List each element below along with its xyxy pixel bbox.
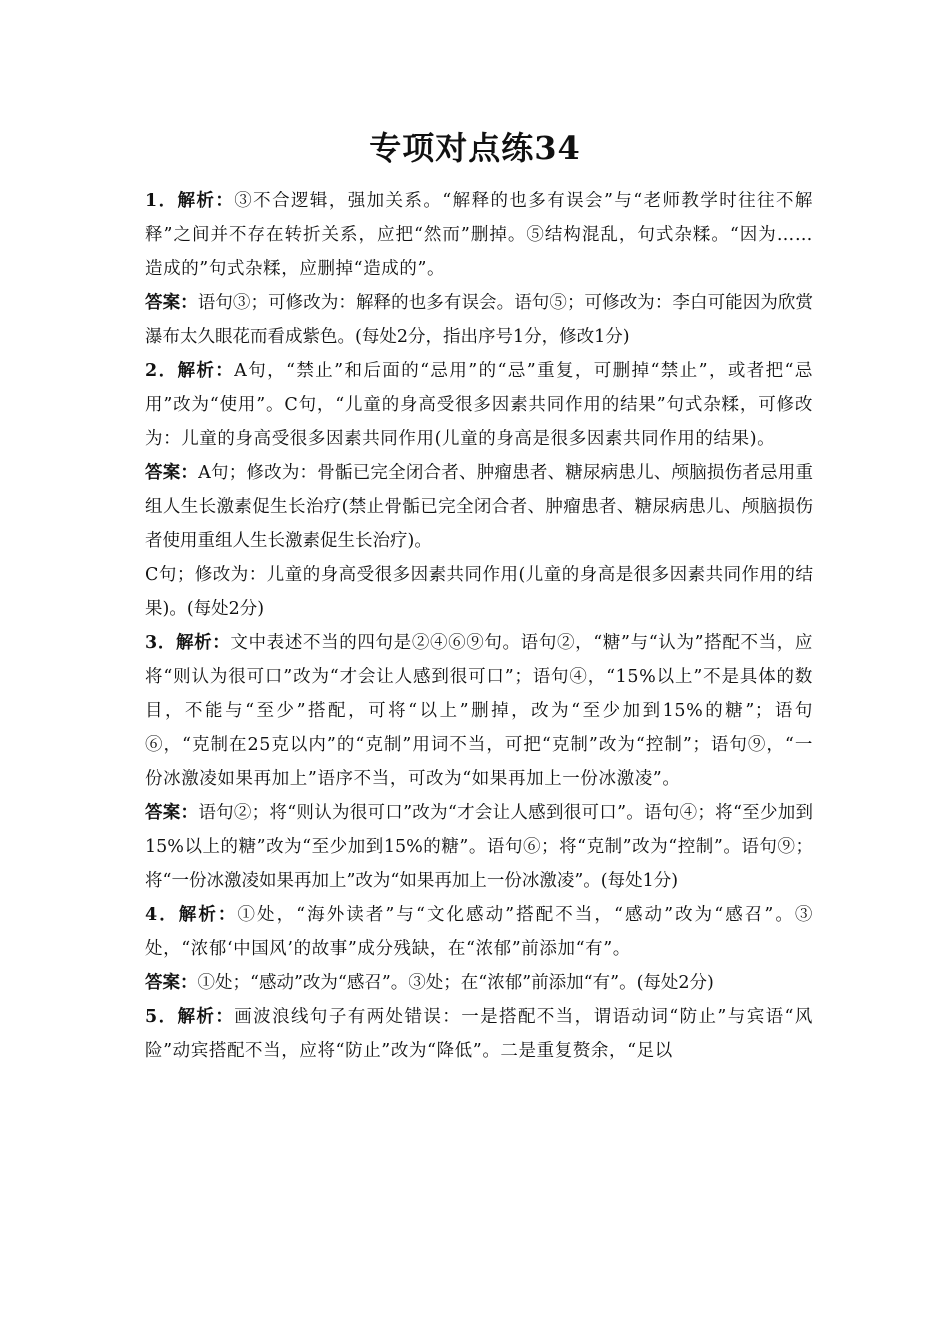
answer-text: ①处；“感动”改为“感召”。③处；在“浓郁”前添加“有”。(每处2分) (197, 973, 714, 993)
item-2-analysis (145, 354, 813, 456)
answer-label: 答案： (145, 973, 198, 993)
analysis-text: ③不合逻辑，强加关系。“解释的也多有误会”与“老师教学时往往不解释”之间并不存在转折关系，应把“然而”删掉。⑤结构混乱，句式杂糅。“因为……造成的”句式杂糅，应删掉“造成的”。 (145, 191, 813, 279)
item-3-analysis (145, 626, 813, 796)
answer-label: 答案： (145, 463, 199, 483)
answer-content (145, 184, 813, 1068)
analysis-text: 画波浪线句子有两处错误：一是搭配不当，谓语动词“防止”与宾语“风险”动宾搭配不当，应将“防止”改为“降低”。二是重复赘余，“足以 (145, 1007, 813, 1061)
item-4-answer (145, 966, 813, 1000)
answer-label: 答案： (145, 293, 198, 313)
analysis-text: ①处，“海外读者”与“文化感动”搭配不当，“感动”改为“感召”。③处，“浓郁‘中国风’的故事”成分残缺，在“浓郁”前添加“有”。 (145, 905, 813, 959)
item-1-analysis (145, 184, 813, 286)
item-5-analysis (145, 1000, 813, 1068)
analysis-label: 2．解析： (145, 361, 235, 381)
analysis-label: 5．解析： (145, 1007, 235, 1027)
item-4-analysis (145, 898, 813, 966)
answer-label: 答案： (145, 803, 199, 823)
answer-text: 语句③；可修改为：解释的也多有误会。语句⑤；可修改为：李白可能因为欣赏瀑布太久眼花而看成紫色。(每处2分，指出序号1分，修改1分) (145, 293, 814, 347)
analysis-text: A句，“禁止”和后面的“忌用”的“忌”重复，可删掉“禁止”，或者把“忌用”改为“使用”。C句，“儿童的身高受很多因素共同作用的结果”句式杂糅，可修改为：儿童的身高受很多因素共同作用(儿童的身高是很多因素共同作用的结果)。 (145, 361, 813, 449)
item-1-answer (145, 286, 813, 354)
answer-text: A句；修改为：骨骺已完全闭合者、肿瘤患者、糖尿病患儿、颅脑损伤者忌用重组人生长激素促生长治疗(禁止骨骺已完全闭合者、肿瘤患者、糖尿病患儿、颅脑损伤者使用重组人生长激素促生长治疗)。 (145, 463, 813, 551)
analysis-text: 文中表述不当的四句是②④⑥⑨句。语句②，“糖”与“认为”搭配不当，应将“则认为很可口”改为“才会让人感到很可口”；语句④，“15%以上”不是具体的数目，不能与“至少”搭配，可将“以上”删掉，改为“至少加到15%的糖”；语句⑥，“克制在25克以内”的“克制”用词不当，可把“克制”改为“控制”；语句⑨，“一份冰激凌如果再加上”语序不当，可改为“如果再加上一份冰激凌”。 (145, 633, 813, 789)
analysis-label: 3．解析： (145, 633, 231, 653)
analysis-label: 1．解析： (145, 191, 235, 211)
item-2-answer (145, 456, 813, 558)
page-title: 专项对点练34 (369, 129, 581, 167)
item-3-answer (145, 796, 813, 898)
answer-text: 语句②；将“则认为很可口”改为“才会让人感到很可口”。语句④；将“至少加到15%以上的糖”改为“至少加到15%的糖”。语句⑥；将“克制”改为“控制”。语句⑨；将“一份冰激凌如果再加上”改为“如果再加上一份冰激凌”。(每处1分) (145, 803, 813, 891)
item-2-answer-extra: C句；修改为：儿童的身高受很多因素共同作用(儿童的身高是很多因素共同作用的结果)。(每处2分) (145, 565, 813, 619)
analysis-label: 4．解析： (145, 905, 238, 925)
